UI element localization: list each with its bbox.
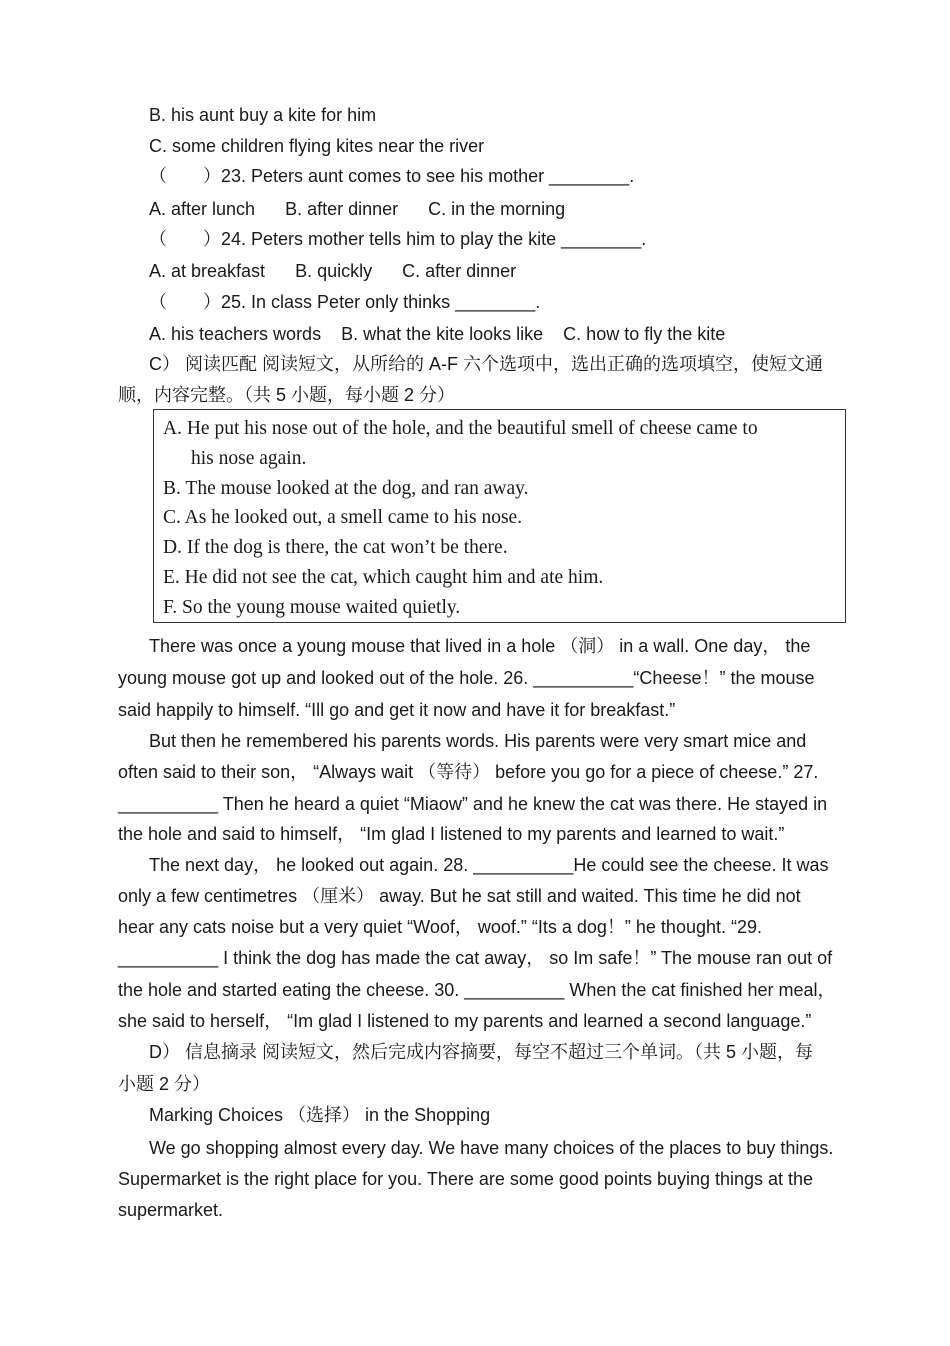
story-line: often said to their son， “Always wait （等待） before you go for a piece of cheese.” 27.	[118, 762, 819, 782]
story-line: only a few centimetres （厘米） away. But he sat still and waited. This time he did not	[118, 886, 801, 906]
question-24: （ ）24. Peters mother tells him to play the kite ________.	[149, 229, 647, 249]
options-25: A. his teachers words B. what the kite looks like C. how to fly the kite	[149, 324, 726, 344]
passage-line: supermarket.	[118, 1200, 224, 1220]
question-25: （ ）25. In class Peter only thinks ________.	[149, 292, 541, 312]
options-24: A. at breakfast B. quickly C. after dinner	[149, 261, 517, 281]
option-a: A. He put his nose out of the hole, and the beautiful smell of cheese came to	[163, 418, 758, 439]
option-f: F. So the young mouse waited quietly.	[163, 597, 461, 618]
section-c-instruction: C） 阅读匹配 阅读短文，从所给的 A-F 六个选项中，选出正确的选项填空，使短文通	[149, 354, 823, 374]
passage-title: Marking Choices （选择） in the Shopping	[149, 1105, 491, 1125]
section-d-instruction: D） 信息摘录 阅读短文，然后完成内容摘要，每空不超过三个单词。（共 5 小题，每	[149, 1042, 814, 1062]
options-box	[153, 409, 846, 623]
story-line: hear any cats noise but a very quiet “Woof， woof.” “Its a dog！” he thought. “29.	[118, 917, 763, 937]
story-line: the hole and started eating the cheese. 30. __________ When the cat finished her meal，	[118, 980, 836, 1000]
option-b: B. The mouse looked at the dog, and ran away.	[163, 478, 529, 499]
passage-line: We go shopping almost every day. We have many choices of the places to buy things.	[149, 1138, 834, 1158]
options-23: A. after lunch B. after dinner C. in the morning	[149, 199, 566, 219]
option-a-cont: his nose again.	[191, 448, 307, 469]
story-line: said happily to himself. “Ill go and get it now and have it for breakfast.”	[118, 700, 676, 720]
question-23: （ ）23. Peters aunt comes to see his mother ________.	[149, 166, 635, 186]
passage-line: Supermarket is the right place for you. There are some good points buying things at the	[118, 1169, 814, 1189]
story-line: she said to herself， “Im glad I listened to my parents and learned a second language.”	[118, 1011, 812, 1031]
story-line: There was once a young mouse that lived in a hole （洞） in a wall. One day， the	[149, 636, 811, 656]
story-line: __________ Then he heard a quiet “Miaow” and he knew the cat was there. He stayed in	[118, 794, 828, 814]
story-line: young mouse got up and looked out of the hole. 26. __________“Cheese！” the mouse	[118, 668, 815, 688]
option-line: C. some children flying kites near the river	[149, 136, 485, 156]
section-c-instruction-cont: 顺，内容完整。（共 5 小题，每小题 2 分）	[118, 385, 456, 405]
option-c: C. As he looked out, a smell came to his nose.	[163, 507, 523, 528]
section-d-instruction-cont: 小题 2 分）	[118, 1074, 211, 1094]
story-line: But then he remembered his parents words. His parents were very smart mice and	[149, 731, 807, 751]
story-line: __________ I think the dog has made the cat away， so Im safe！” The mouse ran out of	[118, 948, 833, 968]
option-line: B. his aunt buy a kite for him	[149, 105, 377, 125]
option-e: E. He did not see the cat, which caught him and ate him.	[163, 567, 604, 588]
story-line: The next day， he looked out again. 28. __________He could see the cheese. It was	[149, 855, 829, 875]
option-d: D. If the dog is there, the cat won’t be there.	[163, 537, 508, 558]
story-line: the hole and said to himself， “Im glad I listened to my parents and learned to wait.”	[118, 824, 785, 844]
